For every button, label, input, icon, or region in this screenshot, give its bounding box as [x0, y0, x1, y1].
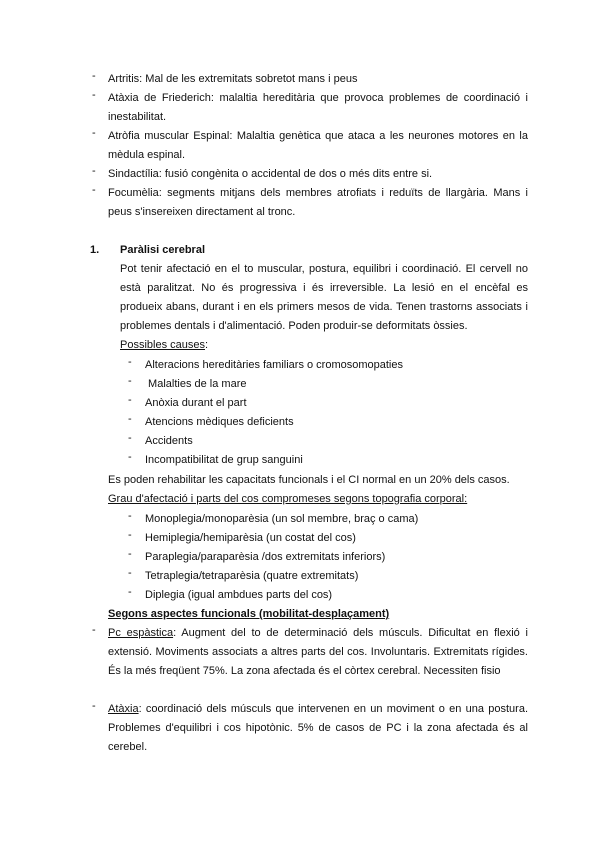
- cause-text: Malalties de la mare: [145, 378, 247, 390]
- dash-bullet: -: [128, 586, 132, 598]
- cause-text: Alteracions hereditàries familiars o cromosomopaties: [145, 359, 403, 371]
- dash-bullet: -: [128, 548, 132, 560]
- dash-bullet: -: [92, 70, 96, 82]
- grade-text: Monoplegia/monoparèsia (un sol membre, braç o cama): [145, 513, 419, 525]
- dash-bullet: -: [128, 451, 132, 463]
- causes-heading: [120, 336, 208, 355]
- functional-colon: :: [138, 703, 142, 715]
- dash-bullet: -: [92, 89, 96, 101]
- dash-bullet: -: [92, 165, 96, 177]
- dash-bullet: -: [128, 510, 132, 522]
- grade-text: Paraplegia/paraparèsia /dos extremitats inferiors): [145, 551, 386, 563]
- dash-bullet: -: [92, 127, 96, 139]
- causes-heading-text: Possibles causes: [120, 339, 205, 351]
- dash-bullet: -: [92, 700, 96, 712]
- functional-colon: :: [173, 627, 177, 639]
- list-item-text: malaltia hereditària que provoca problemes de coordinació i inestabilitat.: [108, 92, 528, 123]
- list-item-text: Malaltia genètica que ataca a les neurones motores en la mèdula espinal.: [108, 130, 528, 161]
- cause-text: Atencions mèdiques deficients: [145, 416, 294, 428]
- cause-text: Anòxia durant el part: [145, 397, 247, 409]
- rehab-text: Es poden rehabilitar les capacitats funcionals i el CI normal en un 20% dels casos.: [108, 474, 510, 486]
- dash-bullet: -: [128, 567, 132, 579]
- list-item-term: Atròfia muscular Espinal:: [108, 130, 233, 142]
- list-item-term: Artritis:: [108, 73, 143, 85]
- functional-term: Pc espàstica: [108, 627, 174, 639]
- list-item-text: segments mitjans dels membres atrofiats i reduïts de llargària. Mans i peus s'insereixen directament al tronc.: [108, 187, 528, 218]
- grade-text: Diplegia (igual ambdues parts del cos): [145, 589, 333, 601]
- causes-heading-colon: :: [205, 339, 209, 351]
- section-description: Pot tenir afectació en el to muscular, postura, equilibri i coordinació. El cervell no està paralitzat. No és progressiva i és irreversible. La lesió en el encèfal es produeix abans, durant i en els primers mesos de vida. Tenen trastorns associats i problemes dentals i d'alimentació. Poden produir-se deformitats òssies.: [120, 263, 528, 332]
- dash-bullet: -: [128, 529, 132, 541]
- list-item-text: fusió congènita o accidental de dos o més dits entre si.: [161, 168, 433, 180]
- section-title: Paràlisi cerebral: [120, 244, 206, 256]
- functional-heading: Segons aspectes funcionals (mobilitat-desplaçament): [108, 608, 390, 620]
- dash-bullet: -: [128, 394, 132, 406]
- list-item-term: Atàxia de Friederich:: [108, 92, 214, 104]
- cause-text: Incompatibilitat de grup sanguini: [145, 454, 303, 466]
- functional-term: Atàxia: [108, 703, 139, 715]
- functional-text: Augment del to de determinació dels músculs. Dificultat en flexió i extensió. Moviments associats a altres parts del cos. Involuntaris. Extremitats rígides. És la més freqüent 75%. La zona afectada és el còrtex cerebral. Necessiten fisio: [108, 627, 528, 677]
- dash-bullet: -: [128, 375, 132, 387]
- list-item-term: Sindactília:: [108, 168, 162, 180]
- list-item-text: Mal de les extremitats sobretot mans i peus: [142, 73, 358, 85]
- section-number: 1.: [90, 244, 100, 256]
- dash-bullet: -: [128, 432, 132, 444]
- dash-bullet: -: [92, 184, 96, 196]
- cause-text: Accidents: [145, 435, 193, 447]
- dash-bullet: -: [128, 413, 132, 425]
- dash-bullet: -: [128, 356, 132, 368]
- functional-text: coordinació dels músculs que intervenen en un moviment o en una postura. Problemes d'equilibri i cos hipotònic. 5% de casos de PC i la zona afectada és al cerebel.: [108, 703, 528, 753]
- dash-bullet: -: [92, 624, 96, 636]
- grade-text: Hemiplegia/hemiparèsia (un costat del cos): [145, 532, 356, 544]
- list-item-term: Focumèlia:: [108, 187, 162, 199]
- grade-text: Tetraplegia/tetraparèsia (quatre extremitats): [145, 570, 359, 582]
- grade-heading: Grau d'afectació i parts del cos compromeses segons topografia corporal:: [108, 493, 468, 505]
